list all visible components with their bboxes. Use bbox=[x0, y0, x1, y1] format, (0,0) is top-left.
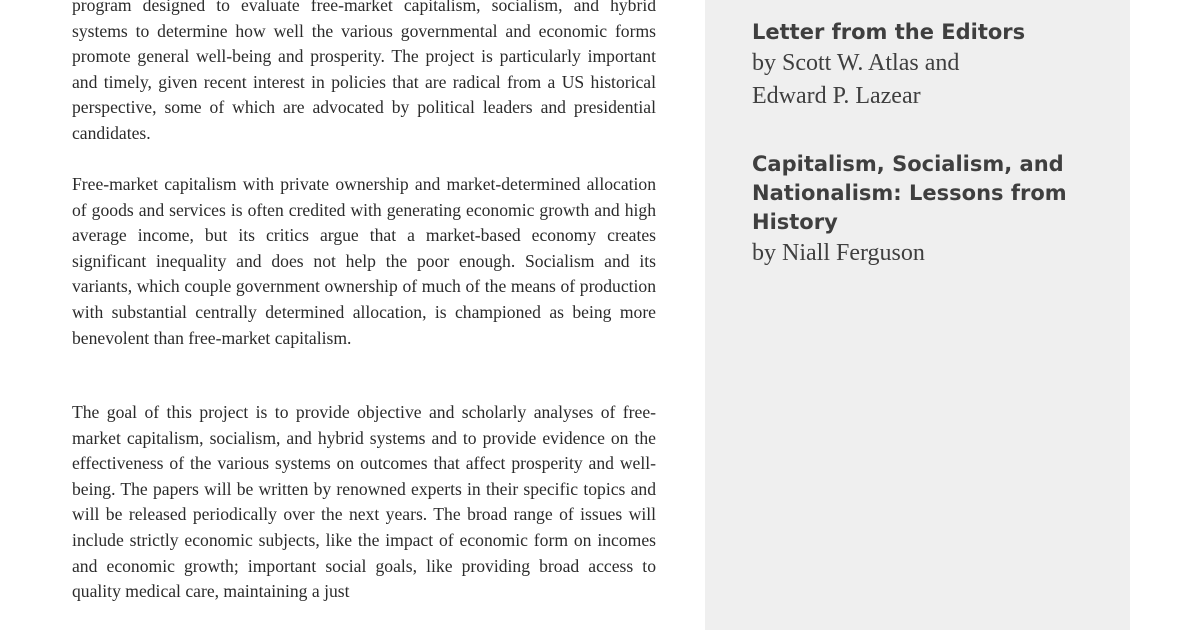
contents-entry-ferguson[interactable] bbox=[752, 150, 1092, 270]
contents-entry-editors-letter[interactable] bbox=[752, 18, 1092, 113]
entry-title[interactable]: Letter from the Editors bbox=[752, 20, 1026, 44]
entry-byline-continued: Edward P. Lazear bbox=[752, 83, 921, 109]
paragraph-capitalism-vs-socialism: Free-market capitalism with private ownership and market-determined allocation of goods and services is often credited with generating economic growth and high average income, but its critics argue that a market-based economy creates significant inequality and does not help the poor enough. Socialism and its variants, which couple government ownership of much of the means of production with substantial centrally determined allocation, is championed as being more benevolent than free-market capitalism. bbox=[72, 174, 656, 348]
entry-byline: by Scott W. Atlas and bbox=[752, 50, 960, 76]
paragraph-project-goal: The goal of this project is to provide objective and scholarly analyses of free-market capitalism, socialism, and hybrid systems and to provide evidence on the effectiveness of the various systems on outcomes that affect prosperity and well-being. The papers will be written by renowned experts in their specific topics and will be released periodically over the next years. The broad range of issues will include strictly economic subjects, like the impact of economic form on incomes and economic growth; important social goals, like providing broad access to quality medical care, maintaining a just bbox=[72, 402, 656, 602]
entry-title[interactable]: Capitalism, Socialism, and Nationalism: Lessons from History bbox=[752, 152, 1067, 234]
contents-sidebar bbox=[705, 0, 1130, 630]
entry-byline: by Niall Ferguson bbox=[752, 240, 925, 266]
paragraph-program-overview: program designed to evaluate free-market capitalism, socialism, and hybrid systems to determine how well the various governmental and economic forms promote general well-being and prosperity. The project is particularly important and timely, given recent interest in policies that are radical from a US historical perspective, some of which are advocated by political leaders and presidential candidates. bbox=[72, 0, 656, 143]
